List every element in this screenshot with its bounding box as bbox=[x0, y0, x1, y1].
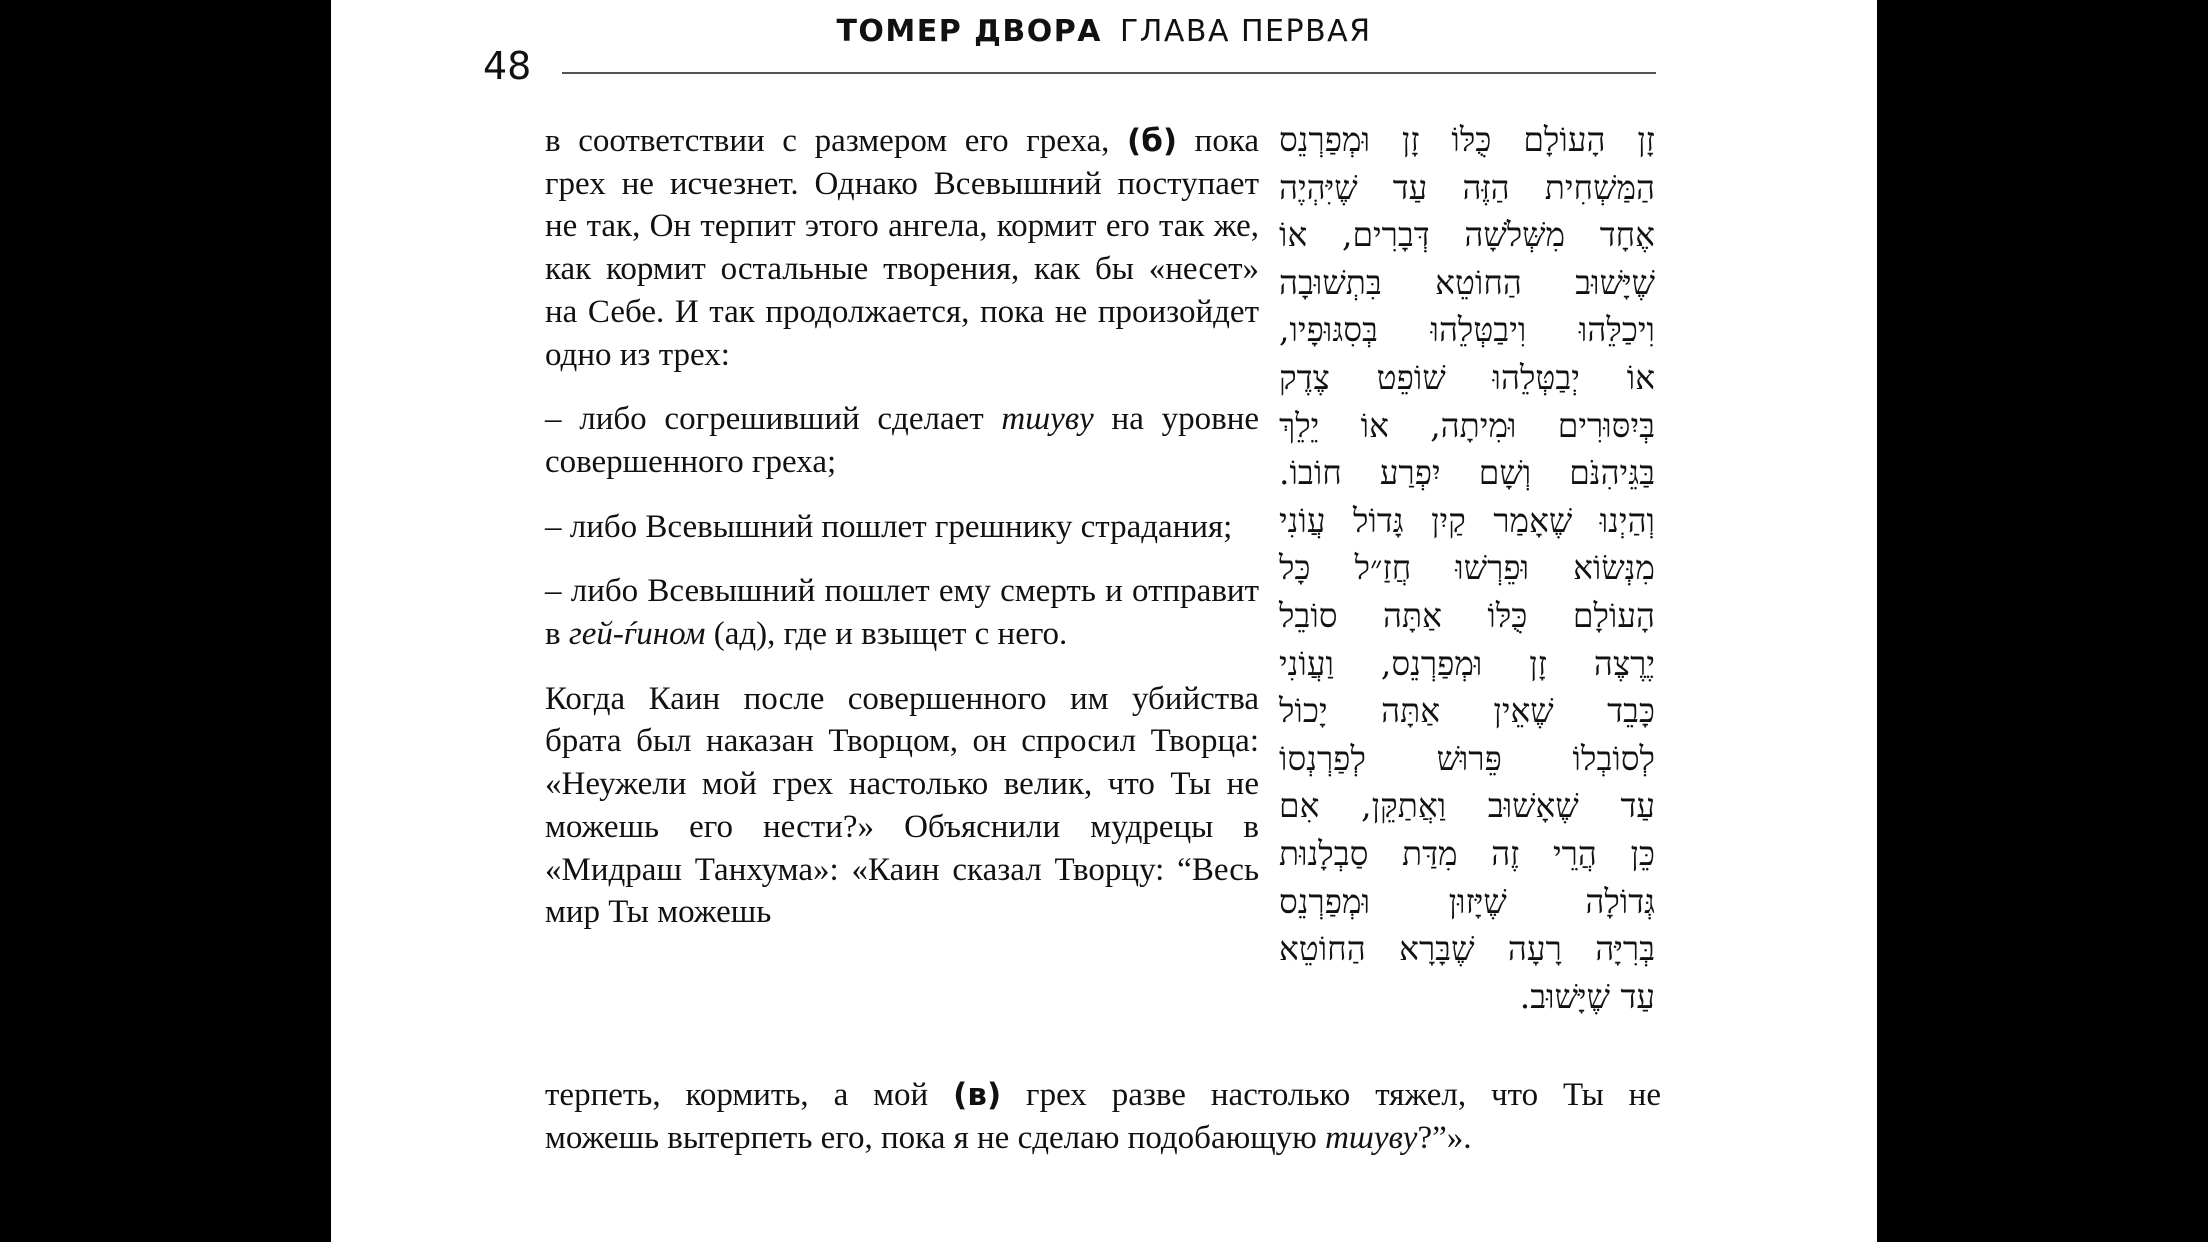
note-marker-v: (в) bbox=[953, 1077, 1002, 1113]
hebrew-line: בַּגֵּיהִנֹּם וְשָׁם יִפְרַע חוֹבוֹ. bbox=[1279, 453, 1655, 493]
hebrew-line: זָן הָעוֹלָם כֻּלּוֹ זָן וּמְפַרְנֵס bbox=[1279, 120, 1655, 159]
hebrew-line: אֶחָד מִשְּׁלֹשָׁה דְּבָרִים, אוֹ bbox=[1279, 215, 1655, 255]
hebrew-line: בְּרִיָּה רָעָה שֶׁבָּרָא הַחוֹטֵא bbox=[1279, 929, 1655, 969]
paragraph-2-text-a: – либо согрешивший сделает bbox=[545, 401, 1002, 438]
paragraph-2-text-b: на уровне совершенного греха; bbox=[545, 401, 1259, 480]
russian-column bbox=[545, 120, 1259, 934]
hebrew-line: עַד שֶׁיָּשׁוּב. bbox=[1519, 976, 1655, 1016]
hebrew-line: יֶרֶצֶה זָן וּמְפַרְנֵס, וַעֲוֹנִי bbox=[1279, 643, 1655, 683]
full-width-continuation bbox=[545, 1074, 1661, 1159]
paragraph-4-text-b: (ад), где и взыщет с него. bbox=[705, 616, 1068, 653]
continuation-line-1 bbox=[545, 1074, 1661, 1117]
paragraph-1-text-b: пока грех не исчезнет. Однако Всевышний поступает не так, Он терпит этого ангела, кормит его так же, как кормит остальные творения, как бы «несет» на Себе. И так продолжается, пока не произойдет одно из трех: bbox=[545, 123, 1260, 373]
book-title: ТОМЕР ДВОРА bbox=[836, 14, 1102, 49]
paragraph-3: – либо Всевышний пошлет грешнику страдания; bbox=[545, 508, 1233, 545]
chapter-title: ГЛАВА ПЕРВАЯ bbox=[1119, 14, 1372, 49]
continuation-text-d: ?”». bbox=[1417, 1119, 1472, 1156]
paragraph-1 bbox=[545, 120, 1259, 376]
hebrew-line: גְּדוֹלָה שֶׁיָּזוּן וּמְפַרְנֵס bbox=[1279, 881, 1655, 921]
hebrew-line: בְּיִסּוּרִים וּמִיתָה, אוֹ יֵלֵךְ bbox=[1279, 405, 1655, 445]
paragraph-2 bbox=[545, 398, 1259, 483]
hebrew-line: הָעוֹלָם כֻּלּוֹ אַתָּה סוֹבֵל bbox=[1279, 595, 1655, 635]
hebrew-line: כֵּן הֲרֵי זֶה מִדַּת סַבְלָנוּת bbox=[1279, 833, 1655, 873]
continuation-text-c: можешь вытерпеть его, пока я не сделаю подобающую bbox=[545, 1119, 1326, 1156]
hebrew-line: וְהַיְנוּ שֶׁאָמַר קַיִן גָּדוֹל עֲוֹנִי bbox=[1279, 500, 1655, 540]
page-number: 48 bbox=[483, 44, 532, 88]
hebrew-column bbox=[1279, 116, 1655, 1020]
header-divider bbox=[562, 72, 1656, 74]
running-header bbox=[331, 14, 1877, 49]
hebrew-line: וִיכַלֵּהוּ וִיבַטְּלֵהוּ בְּסִגּוּפָיו, bbox=[1279, 310, 1655, 350]
continuation-text-b: грех разве настолько тяжел, что Ты не bbox=[1001, 1077, 1661, 1113]
continuation-line-2 bbox=[545, 1117, 1661, 1160]
hebrew-line: עַד שֶׁאָשׁוּב וַאֲתַקֵּן, אִם bbox=[1279, 786, 1655, 826]
paragraph-5: Когда Каин после совершенного им убийства брата был наказан Творцом, он спросил Творца: «Неужели мой грех настолько велик, что Ты не можешь его нести?» Объяснили мудрецы в «Мидраш Танхума»: «Каин сказал Творцу: “Весь мир Ты можешь bbox=[545, 680, 1259, 931]
hebrew-line: לְסוֹבְלוֹ פֵּרוּשׁ לְפַרְנְסוֹ bbox=[1279, 738, 1655, 778]
term-tshuva-2: тшуву bbox=[1325, 1119, 1418, 1156]
hebrew-line: מִנְּשׂוֹא וּפֵרְשׁוּ חֲזַ״ל כָּל bbox=[1279, 548, 1655, 588]
note-marker-b: (б) bbox=[1127, 123, 1178, 159]
paragraph-4 bbox=[545, 570, 1259, 655]
hebrew-line: הַמַּשְׁחִית הַזֶּה עַד שֶׁיִּהְיֶה bbox=[1279, 167, 1655, 207]
book-page bbox=[331, 0, 1877, 1242]
paragraph-1-text-a: в соответствии с размером его греха, bbox=[545, 123, 1128, 159]
paragraph-4-text-a: – либо Всевышний пошлет ему смерть и отправит в bbox=[545, 573, 1259, 653]
term-gehinnom: гей-ѓином bbox=[568, 616, 706, 653]
hebrew-line: שֶׁיָּשׁוּב הַחוֹטֵא בִּתְשׁוּבָה bbox=[1279, 262, 1655, 302]
term-tshuva: тшуву bbox=[1001, 401, 1094, 438]
hebrew-line: כָּבֵד שֶׁאֵין אַתָּה יָכוֹל bbox=[1279, 691, 1655, 731]
hebrew-line: אוֹ יְבַטְּלֵהוּ שׁוֹפֵט צֶדֶק bbox=[1279, 357, 1655, 397]
continuation-text-a: терпеть, кормить, а мой bbox=[545, 1077, 954, 1113]
